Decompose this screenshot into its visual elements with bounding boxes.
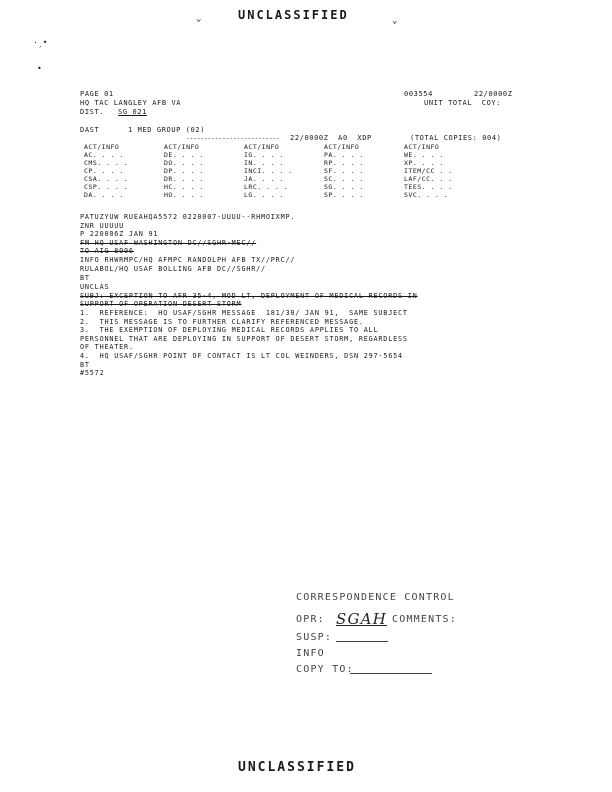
from-line: FM HQ USAF WASHINGTON DC//SGHR-MEC//: [80, 239, 257, 247]
table-cell: RP. . . .: [324, 159, 364, 167]
table-cell: IN. . . .: [244, 159, 284, 167]
stamp-title: CORRESPONDENCE CONTROL: [296, 592, 455, 603]
paragraph-3-line-2: PERSONNEL THAT ARE DEPLOYING IN SUPPORT OF DESERT STORM, REGARDLESS: [80, 335, 408, 343]
info-line-2: RULABOL/HQ USAF BOLLING AFB DC//SGHR//: [80, 265, 266, 273]
table-row: [84, 183, 484, 191]
table-cell: CP. . . .: [84, 167, 124, 175]
paragraph-3-line-1: 3. THE EXEMPTION OF DEPLOYING MEDICAL RECORDS APPLIES TO ALL: [80, 326, 379, 334]
table-cell: SG. . . .: [324, 183, 364, 191]
stamp-opr-label: OPR:: [296, 614, 325, 625]
table-cell: IG. . . .: [244, 151, 284, 159]
stamp-susp: SUSP:: [296, 632, 333, 643]
info-line: INFO RHWRMPC/HQ AFMPC RANDOLPH AFB TX//PRC//: [80, 256, 296, 264]
subject-line: SUBJ: EXCEPTION TO AFR 35-4, MOD LT, DEPLOYMENT OF MEDICAL RECORDS IN: [80, 292, 418, 300]
table-cell: LG. . . .: [244, 191, 284, 199]
table-cell: SC. . . .: [324, 175, 364, 183]
classification-bottom: UNCLASSIFIED: [238, 760, 356, 775]
paragraph-2: 2. THIS MESSAGE IS TO FURTHER CLARIFY REFERENCED MESSAGE.: [80, 318, 364, 326]
column-header: ACT/INFO: [164, 143, 200, 151]
dot-mark-icon: •: [37, 64, 42, 73]
table-cell: HO. . . .: [164, 191, 204, 199]
table-cell: LAF/CC. . .: [404, 175, 453, 183]
dist-label: DIST.: [80, 108, 105, 116]
table-cell: DR. . . .: [164, 175, 204, 183]
znr-line: ZNR UUUUU: [80, 222, 125, 230]
classification-top: UNCLASSIFIED: [238, 8, 349, 22]
table-cell: ITEM/CC . .: [404, 167, 453, 175]
message-serial: #5572: [80, 369, 105, 377]
column-header: ACT/INFO: [324, 143, 360, 151]
dast-dtg: 22/0000Z A0 XDP: [290, 134, 372, 142]
bt-line-2: BT: [80, 361, 90, 369]
distribution-table: [84, 143, 484, 199]
unit-total: UNIT TOTAL COY:: [424, 99, 502, 107]
stamp-comments: COMMENTS:: [392, 614, 457, 625]
check-mark-icon: ⌄: [196, 14, 202, 24]
table-row: [84, 167, 484, 175]
table-cell: CSP. . . .: [84, 183, 129, 191]
dast-label: DAST: [80, 126, 100, 134]
copy-to-blank-line: [350, 673, 432, 674]
table-cell: JA. . . .: [244, 175, 284, 183]
page-number: PAGE 01: [80, 90, 114, 98]
subject-line-2: SUPPORT OF OPERATION DESERT STORM: [80, 300, 242, 308]
message-number: 003554: [404, 90, 433, 98]
table-row: [84, 151, 484, 159]
check-mark-icon-2: ⌄: [392, 16, 398, 26]
table-cell: CMS. . . .: [84, 159, 129, 167]
table-header-row: [84, 143, 484, 151]
table-row: [84, 159, 484, 167]
message-date: 22/0000Z: [474, 90, 513, 98]
stamp-opr-value: SGAH: [336, 610, 387, 628]
dtg-line: P 220006Z JAN 91: [80, 230, 159, 238]
paragraph-1: 1. REFERENCE: HQ USAF/SGHR MESSAGE 181/30/ JAN 91, SAME SUBJECT: [80, 309, 408, 317]
table-cell: DE. . . .: [164, 151, 204, 159]
speck-mark-icon: ·ˏ•: [33, 38, 48, 47]
table-cell: WE. . . .: [404, 151, 444, 159]
table-cell: SVC. . . .: [404, 191, 449, 199]
paragraph-3-line-3: OF THEATER.: [80, 343, 134, 351]
susp-blank-line: [336, 641, 388, 642]
dast-value: 1 MED GROUP (02): [128, 126, 206, 134]
routing-line: PATUZYUW RUEAHQA5572 0220007-UUUU--RHMOIXMP.: [80, 213, 296, 221]
table-cell: TEES. . . .: [404, 183, 453, 191]
origin: HQ TAC LANGLEY AFB VA: [80, 99, 182, 107]
unclas-line: UNCLAS: [80, 283, 110, 291]
bt-line: BT: [80, 274, 90, 282]
column-header: ACT/INFO: [404, 143, 440, 151]
total-copies: (TOTAL COPIES: 004): [410, 134, 502, 142]
table-cell: SP. . . .: [324, 191, 364, 199]
table-cell: SF. . . .: [324, 167, 364, 175]
table-row: [84, 191, 484, 199]
table-cell: INCI. . . .: [244, 167, 293, 175]
column-header: ACT/INFO: [244, 143, 280, 151]
table-cell: HC. . . .: [164, 183, 204, 191]
table-cell: DO. . . .: [164, 159, 204, 167]
table-cell: DP. . . .: [164, 167, 204, 175]
dash-rule: --------------------------: [186, 135, 280, 142]
column-header: ACT/INFO: [84, 143, 120, 151]
table-row: [84, 175, 484, 183]
stamp-copy-to: COPY TO:: [296, 664, 354, 675]
stamp-info: INFO: [296, 648, 325, 659]
dist-value: SG 021: [118, 108, 147, 116]
table-cell: CSA. . . .: [84, 175, 129, 183]
table-cell: LRC. . . .: [244, 183, 289, 191]
table-cell: PA. . . .: [324, 151, 364, 159]
table-cell: AC. . . .: [84, 151, 124, 159]
to-line: TO AIG 8006: [80, 247, 134, 255]
table-cell: DA. . . .: [84, 191, 124, 199]
paragraph-4: 4. HQ USAF/SGHR POINT OF CONTACT IS LT COL WEINDERS, DSN 297-5654: [80, 352, 403, 360]
table-cell: XP. . . .: [404, 159, 444, 167]
